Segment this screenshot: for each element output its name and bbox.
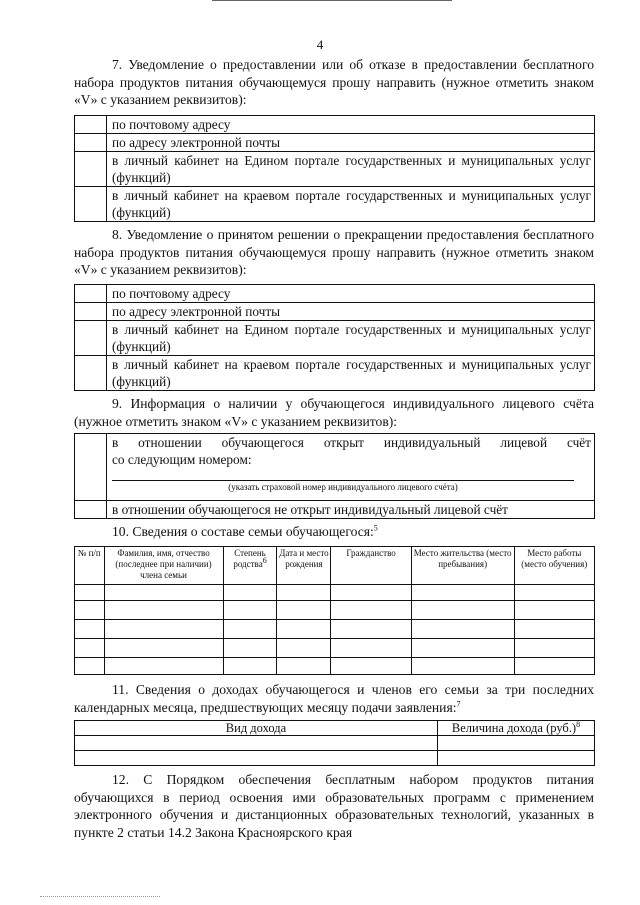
option-label: по адресу электронной почты bbox=[107, 134, 595, 152]
footnote-ref: 6 bbox=[262, 556, 267, 565]
section-11-paragraph bbox=[74, 681, 594, 716]
option-row[interactable] bbox=[75, 116, 595, 134]
account-opened-cell bbox=[107, 434, 595, 501]
table-row bbox=[75, 639, 595, 658]
option-label: в личный кабинет на краевом портале государственных и муниципальных услуг (функций) bbox=[107, 187, 595, 222]
checkbox-cell[interactable] bbox=[75, 321, 107, 356]
column-header: Фамилия, имя, отчество (последнее при наличии) члена семьи bbox=[104, 547, 223, 585]
header-rule bbox=[212, 0, 452, 1]
snils-input-line[interactable] bbox=[112, 480, 574, 481]
option-label: по почтовому адресу bbox=[107, 285, 595, 303]
section-10-text: 10. Сведения о составе семьи обучающегося: bbox=[112, 524, 374, 539]
column-header bbox=[223, 547, 277, 585]
table-row bbox=[75, 736, 595, 751]
option-row[interactable] bbox=[75, 152, 595, 187]
column-header: Вид дохода bbox=[75, 721, 438, 736]
column-header: № п/п bbox=[75, 547, 105, 585]
option-label: по адресу электронной почты bbox=[107, 303, 595, 321]
table-row bbox=[75, 620, 595, 639]
section-9-text: 9. Информация о наличии у обучающегося индивидуального лицевого счёта (нужное отметить знаком «V» с указанием реквизитов): bbox=[74, 396, 594, 429]
page-number: 4 bbox=[316, 37, 324, 52]
column-header: Место жительства (место пребывания) bbox=[411, 547, 514, 585]
family-composition-table bbox=[74, 546, 595, 675]
option-row[interactable] bbox=[75, 356, 595, 391]
checkbox-cell[interactable] bbox=[75, 187, 107, 222]
option-row[interactable] bbox=[75, 303, 595, 321]
section-12-text: 12. С Порядком обеспечения бесплатным набором продуктов питания обучающихся в период освоения ими образовательных программ с применением электронного обучения и дистанционных образовательных технологий, указанных в пункте 2 статьи 14.2 Закона Красноярского края bbox=[74, 772, 594, 840]
option-row[interactable] bbox=[75, 187, 595, 222]
option-label: в личный кабинет на Едином портале государственных и муниципальных услуг (функций) bbox=[107, 321, 595, 356]
option-row[interactable] bbox=[75, 134, 595, 152]
checkbox-cell[interactable] bbox=[75, 434, 107, 501]
option-label: в личный кабинет на краевом портале государственных и муниципальных услуг (функций) bbox=[107, 356, 595, 391]
option-row[interactable] bbox=[75, 285, 595, 303]
section-12-paragraph bbox=[74, 771, 594, 841]
account-not-opened-label: в отношении обучающегося не открыт индивидуальный лицевой счёт bbox=[107, 501, 595, 519]
checkbox-cell[interactable] bbox=[75, 303, 107, 321]
footnote-ref: 8 bbox=[576, 719, 581, 729]
section-11-text: 11. Сведения о доходах обучающегося и членов его семьи за три последних календарных месяца, предшествующих месяцу подачи заявления: bbox=[74, 682, 594, 715]
checkbox-cell[interactable] bbox=[75, 134, 107, 152]
checkbox-cell[interactable] bbox=[75, 152, 107, 187]
checkbox-cell[interactable] bbox=[75, 116, 107, 134]
column-header-text: Величина дохода (руб.) bbox=[451, 721, 577, 735]
section-9-paragraph bbox=[74, 395, 594, 430]
section-8-paragraph bbox=[74, 226, 594, 279]
table-row bbox=[75, 751, 595, 766]
account-opened-line2: со следующим номером: bbox=[112, 452, 252, 467]
column-header: Дата и место рождения bbox=[277, 547, 331, 585]
section-7-options-table bbox=[74, 115, 595, 222]
footnote-ref: 7 bbox=[456, 698, 461, 708]
option-label: в личный кабинет на Едином портале государственных и муниципальных услуг (функций) bbox=[107, 152, 595, 187]
checkbox-cell[interactable] bbox=[75, 501, 107, 519]
column-header: Место работы (место обучения) bbox=[514, 547, 594, 585]
column-header: Гражданство bbox=[331, 547, 411, 585]
table-header-row bbox=[75, 721, 595, 736]
checkbox-cell[interactable] bbox=[75, 356, 107, 391]
section-9-options-table bbox=[74, 433, 595, 519]
account-opened-line1: в отношении обучающегося открыт индивидуальный лицевой счёт bbox=[112, 435, 591, 450]
page-footer-mark bbox=[40, 896, 160, 897]
section-8-text: 8. Уведомление о принятом решении о прекращении предоставления бесплатного набора продуктов питания обучающемуся прошу направить (нужное отметить знаком «V» с указанием реквизитов): bbox=[74, 227, 594, 277]
table-header-row bbox=[75, 547, 595, 585]
table-row bbox=[75, 658, 595, 675]
column-header bbox=[438, 721, 595, 736]
option-label: по почтовому адресу bbox=[107, 116, 595, 134]
option-row[interactable] bbox=[75, 434, 595, 501]
income-table bbox=[74, 720, 595, 766]
checkbox-cell[interactable] bbox=[75, 285, 107, 303]
section-7-text: 7. Уведомление о предоставлении или об отказе в предоставлении бесплатного набора продуктов питания обучающемуся прошу направить (нужное отметить знаком «V» с указанием реквизитов): bbox=[74, 57, 594, 107]
option-row[interactable] bbox=[75, 321, 595, 356]
table-row bbox=[75, 601, 595, 620]
column-header-text: Степень родства bbox=[233, 548, 266, 569]
section-7-paragraph bbox=[74, 56, 594, 109]
table-row bbox=[75, 585, 595, 601]
section-10-heading bbox=[74, 523, 594, 541]
option-row[interactable] bbox=[75, 501, 595, 519]
section-8-options-table bbox=[74, 284, 595, 391]
snils-caption: (указать страховой номер индивидуального лицевого счёта) bbox=[228, 482, 458, 492]
footnote-ref: 5 bbox=[373, 523, 378, 533]
